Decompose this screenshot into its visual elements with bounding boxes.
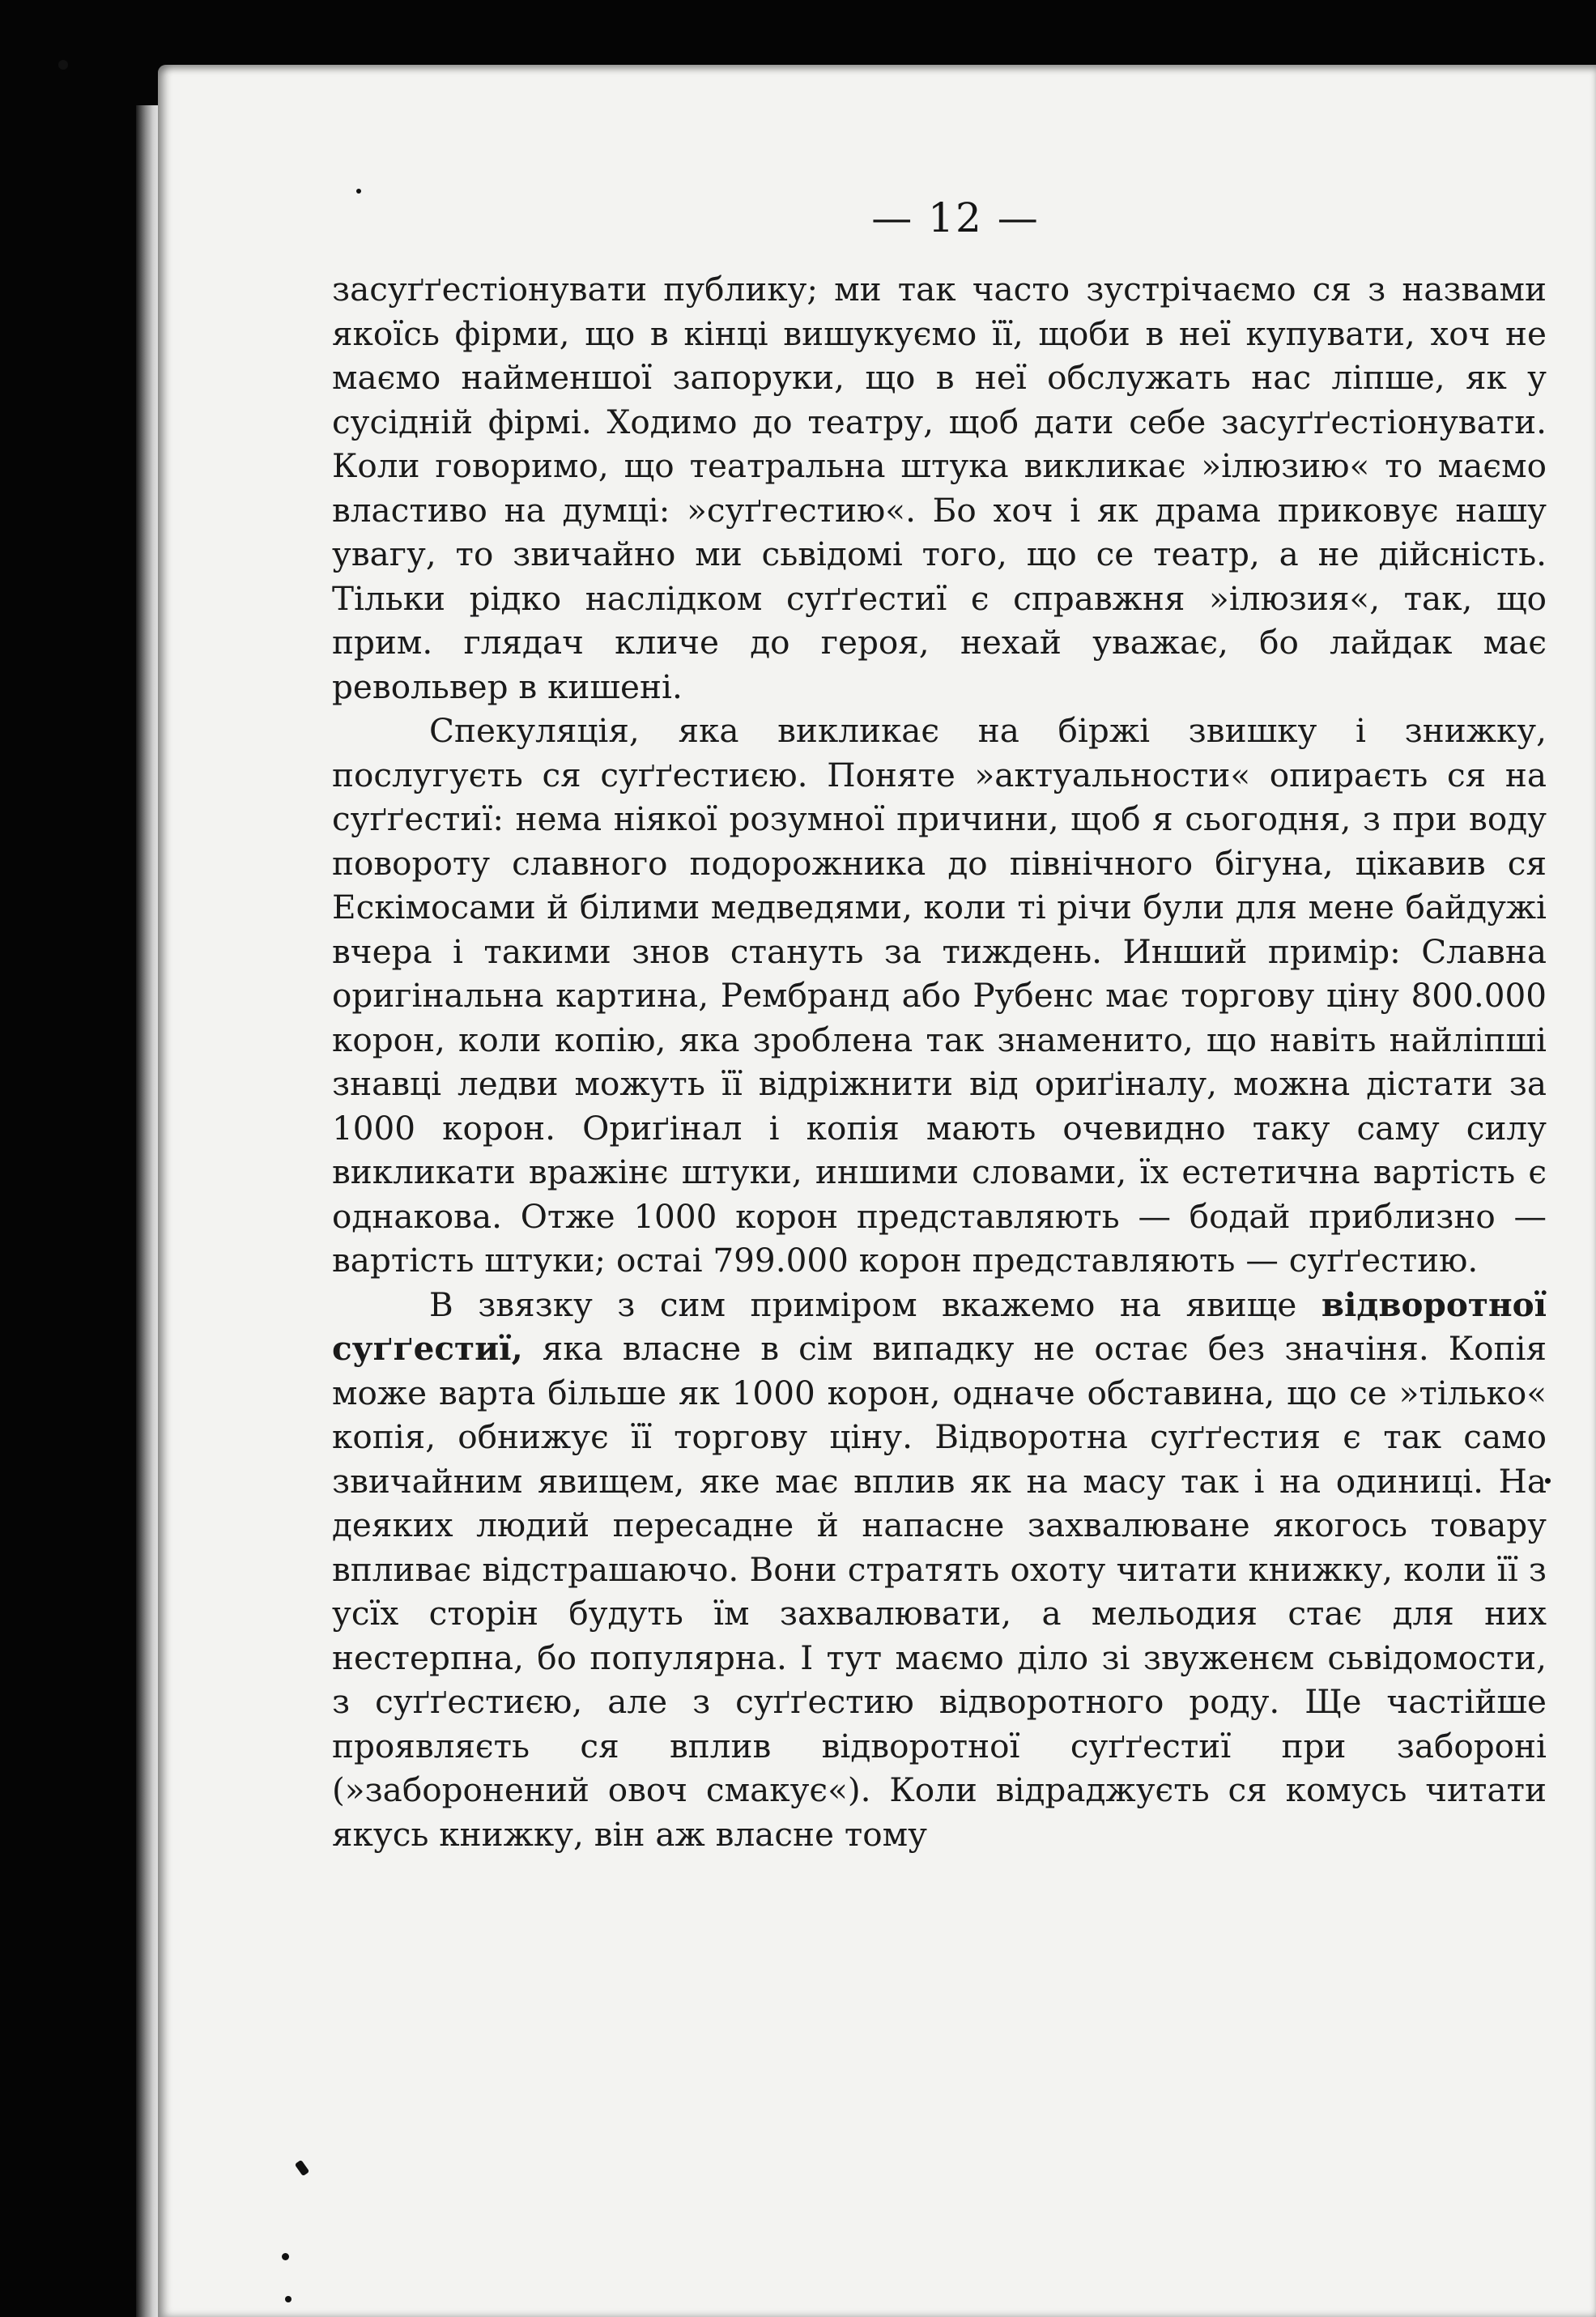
page-edge-shadow — [136, 105, 160, 2317]
speck-mark — [356, 189, 361, 194]
paragraph-3-start: В звязку з сим приміром вкажемо на явище — [429, 1284, 1321, 1324]
bold-term-reverse-suggestion: відворотної суґґестиї, — [332, 1284, 1547, 1368]
speck-mark — [285, 2296, 292, 2302]
body-text — [332, 267, 1547, 1856]
speck-mark — [282, 2253, 289, 2260]
paragraph-3 — [332, 1283, 1547, 1857]
paragraph-1: засуґґестіонувати публику; ми так часто зустрічаємо ся з назвами якоїсь фірми, що в кінці вишукуємо її, щоби в неї купувати, хоч не маємо найменшої запоруки, що в неї обслужать нас ліпше, як у сусідній фірмі. Ходимо до театру, щоб дати себе засуґґестіонувати. Коли говоримо, що театральна штука викликає »ілюзию« то маємо властиво на думці: »суґгестию«. Бо хоч і як драма приковує нашу увагу, то звичайно ми сьвідомі того, що се театр, а не дійсність. Тільки рідко наслідком суґґестиї є справжня »ілюзия«, так, що прим. глядач кличе до героя, нехай уважає, бо лайдак має револьвер в кишені. — [332, 270, 1547, 706]
speck-mark — [58, 60, 68, 70]
paragraph-3-rest: яка власне в сім випадку не остає без значіня. Копія може варта більше як 1000 корон, одначе обставина, що се »тілько« копія, обнижує її торгову ціну. Відворотна суґґестия є так само звичайним явищем, яке має вплив як на масу так і на одиниці. На деяких людий пересадне й напасне захвалюване якогось товару впливає відстрашаючо. Вони стратять охоту читати книжку, коли її з усїх сторін будуть їм захвалювати, а мельодия стає для них нестерпна, бо популярна. І тут маємо діло зі звуженєм сьвідомости, з суґґестиєю, але з суґґестию відворотного роду. Ще частійше проявляєть ся вплив відворотної суґґестиї при забороні (»заборонений овоч смакує«). Коли відраджуєть ся комусь читати якусь книжку, він аж власне тому — [332, 1329, 1547, 1854]
paragraph-2: Спекуляція, яка викликає на біржі звишку і знижку, послугуєть ся суґґестиєю. Поняте »актуальности« опираєть ся на суґґестиї: нема ніякої розумної причини, щоб я сьогодня, з при воду повороту славного подорожника до північного бігуна, цікавив ся Ескімосами й білими медведями, коли ті річи були для мене байдужі вчера і такими знов стануть за тиждень. Инший примір: Славна оригінальна картина, Рембранд або Рубенс має торгову ціну 800.000 корон, коли копію, яка зроблена так знаменито, що навіть найліпші знавці ледви можуть її відріжнити від ориґіналу, можна дістати за 1000 корон. Ориґінал і копія мають очевидно таку саму силу викликати вражінє штуки, иншими словами, їх естетична вартість є однакова. Отже 1000 корон представляють — бодай приблизно — вартість штуки; остаі 799.000 корон представляють — суґґестию. — [332, 711, 1547, 1280]
page-number: — 12 — — [871, 194, 1040, 241]
